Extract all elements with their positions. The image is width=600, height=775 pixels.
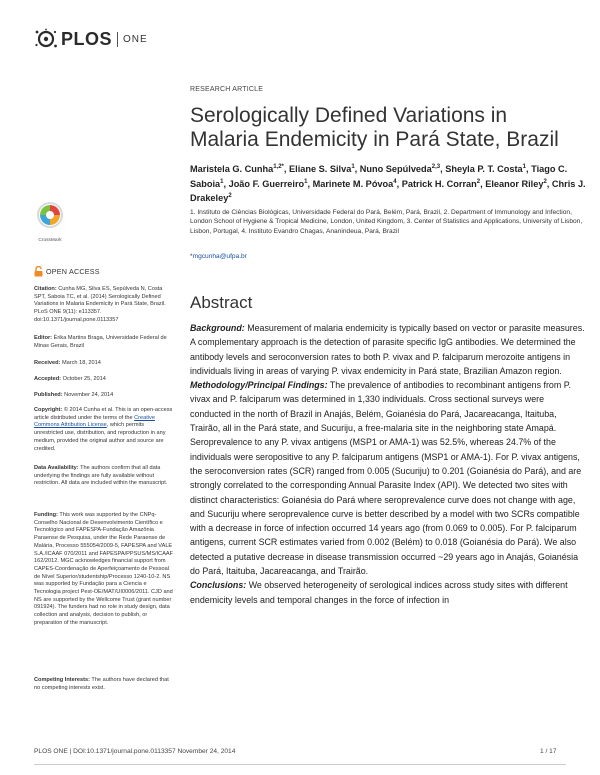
accepted-block (34, 376, 174, 384)
author-sup: 1 (220, 178, 224, 185)
logo-divider (117, 32, 118, 47)
editor-text: Érika Martins Braga, Universidade Federal de Minas Gerais, Brazil (34, 335, 167, 349)
conclusions-label: Conclusions: (190, 580, 247, 591)
published-date: November 24, 2014 (64, 392, 114, 398)
methods-text: The prevalence of antibodies to recombinant antigens from P. vivax and P. falciparum was determined in 1,330 individuals. Cross sectional surveys were conducted in the north of Brazil in Anajás, Belém, Goianésia do Pará, Jacareacanga, Itaituba, Trairão, all in the Pará state, and Sucuriju, a free-malaria site in the neighboring state Amapá. Seroprevalence to any P. vivax antigens (MSP1 or AMA-1) was 52.5%, whereas 24.7% of the individuals were seropositive to any P. falciparum antigens (MSP1 or AMA-1). For P. vivax antigens, the seroconversion rates (SCR) ranged from 0.005 (Sucuriju) to 0.201 (Goianésia do Pará), and are strongly correlated to the corresponding Annual Parasite Index (API). We detected two sites with distinct characteristics: Goianésia do Pará where seroprevalence curve does not change with age, and Sucuriju where seroprevalence curve is better described by a model with two SCRs compatible with a decrease in force of infection occurred 14 years ago (from 0.069 to 0.005). For P. falciparum antigens, current SCR estimates varied from 0.002 (Belém) to 0.018 (Goianésia do Pará). We also detected a putative decrease in disease transmission occurred ~29 years ago in Anajás, Goianésia do Pará, Itaituba, Jacareacanga, and Trairão. (190, 380, 582, 577)
author-sup: 1 (351, 164, 355, 170)
crossmark-icon (36, 202, 64, 232)
accepted-date: October 25, 2014 (62, 376, 106, 382)
plos-logo-icon (34, 28, 58, 50)
author-list: Maristela G. Cunha$^{1,2*}$, Eliane S. Silva$^1$, Nuno Sepúlveda$^{2,3}$, Sheyla P. T. Costa$^1$, Tiago C. Saboia$^1$, João F. Guerreiro$^1$, Marinete M. Póvoa$^4$, Patrick H. Corran$^2$, Eleanor Riley$^2$, Chris J. Drakeley$^2$ (190, 164, 586, 204)
email-star: * (190, 253, 193, 260)
abstract-body (190, 321, 585, 607)
author-name[interactable]: Nuno Sepúlveda (359, 164, 432, 175)
background-label: Background: (190, 323, 245, 333)
published-label: Published: (34, 392, 63, 398)
background-text: Measurement of malaria endemicity is typically based on vector or parasite measures. A complementary approach is the detection of parasite specific IgG antibodies. We determined the antibody levels and seroconversion rates to both P. vivax and P. falciparum merozoite antigens in individuals living in areas of varying P. vivax endemicity in Pará state, Brazilian Amazon region. (190, 323, 585, 376)
page-number: 1 / 17 (540, 748, 557, 755)
author-sup: 4 (393, 178, 397, 185)
affiliations: 1. Instituto de Ciências Biológicas, Universidade Federal do Pará, Belém, Pará, Brazil, 2. Department of Immunology and Infection, London School of Hygiene & Tropical Medicine, London, United Kingdom, 3. Center of Statistics and Applications, University of Lisbon, Lisbon, Portugal, 4. Instituto Evandro Chagas, Ananindeua, Pará, Brazil (190, 209, 583, 235)
email-link[interactable]: mgcunha@ufpa.br (192, 253, 247, 260)
copyright-text: © 2014 Cunha et al. This is an open-access article distributed under the terms of the (34, 407, 173, 421)
crossmark-label: CrossMark (38, 238, 62, 243)
competing-interests-block (34, 677, 174, 692)
received-label: Received: (34, 360, 61, 366)
author-name[interactable]: Eliane S. Silva (289, 164, 352, 175)
article-title: Serologically Defined Variations in Malaria Endemicity in Pará State, Brazil (190, 104, 559, 151)
competing-interests-label: Competing Interests: (34, 677, 90, 683)
accepted-label: Accepted: (34, 376, 62, 382)
data-availability-text: The authors confirm that all data underlying the findings are fully available without restriction. All data are included within the manuscript. (34, 465, 168, 487)
received-block (34, 360, 174, 368)
author-sup: 1 (522, 164, 527, 170)
copyright-label: Copyright: (34, 407, 63, 413)
funding-block (34, 512, 174, 628)
citation-block (34, 286, 174, 325)
citation-label: Citation: (34, 286, 57, 292)
author-name[interactable]: Eleanor Riley (485, 178, 544, 189)
author-name[interactable]: Sheyla P. T. Costa (445, 164, 523, 175)
editor-block (34, 335, 174, 350)
author-name[interactable]: Marinete M. Póvoa (312, 178, 394, 189)
article-type: RESEARCH ARTICLE (190, 86, 264, 93)
author-sup: 2 (476, 178, 481, 185)
author-sup: 2 (543, 178, 547, 185)
copyright-text-end: , which permits unrestricted use, distribution, and reproduction in any medium, provided the original author and source are credited. (34, 422, 166, 452)
copyright-block (34, 407, 174, 453)
plos-one-logo (34, 28, 148, 50)
open-access-badge (34, 266, 100, 277)
author-sup: 1 (304, 178, 308, 185)
open-access-label: OPEN ACCESS (46, 267, 100, 276)
corresponding-email[interactable] (190, 253, 247, 260)
author-name[interactable]: Tiago C. Saboia (190, 164, 568, 189)
competing-interests-text: The authors have declared that no competing interests exist. (34, 677, 169, 691)
author-sup: 2,3 (431, 164, 441, 170)
citation-text: Cunha MG, Silva ES, Sepúlveda N, Costa SPT, Saboia TC, et al. (2014) Serologically Defined Variations in Malaria Endemicity in Pará State, Brazil. PLoS ONE 9(11): e113357. doi:10.1371/journal.pone.0113357 (34, 286, 166, 323)
footer-divider (34, 764, 566, 765)
author-name[interactable]: Patrick H. Corran (401, 178, 477, 189)
author-name[interactable]: Maristela G. Cunha (190, 164, 274, 175)
author-name[interactable]: Chris J. Drakeley (190, 178, 586, 204)
abstract-heading: Abstract (190, 293, 253, 312)
funding-text: This work was supported by the CNPq-Conselho Nacional de Desenvolvimento Científico e Tecnológico and FAPESPA-Fundação Amazônia Paraense de Pesquisa, under the Rede Paraense de Malária, Processo 555054/2009-5, FAPESPA and VALE S.A./ICAAF 070/2011 and FAPESPA/PPSUS/MS/ICAAF 162/2012. MGC acknowledges financial support from CAPES-Coordenação de Aperfeiçoamento de Pessoal de Nível Superior/studentship/Processo 1240-10-2. NS was supported by Fundação para a Ciencia e Tecnologia project Pest-OE/MAT/UI0006/2011. CJD and NS are supported by the Wellcome Trust (grant number 091924). The funders had no role in study design, data collection and analysis, decision to publish, or preparation of the manuscript. (34, 512, 174, 626)
author-sup: 1,2* (273, 164, 284, 170)
received-date: March 18, 2014 (62, 360, 101, 366)
methods-label: Methodology/Principal Findings: (190, 380, 328, 391)
author-name[interactable]: João F. Guerreiro (228, 178, 305, 189)
logo-plos-text: PLOS (61, 28, 113, 49)
data-availability-label: Data Availability: (34, 465, 79, 471)
open-lock-icon (34, 266, 43, 277)
data-availability-block (34, 465, 174, 488)
funding-label: Funding: (34, 512, 58, 518)
footer-citation: PLOS ONE | DOI:10.1371/journal.pone.0113357 November 24, 2014 (34, 748, 236, 755)
published-block (34, 392, 174, 400)
author-sup: 2 (228, 193, 232, 200)
logo-journal-text: ONE (123, 33, 148, 45)
crossmark-badge[interactable] (36, 202, 64, 243)
conclusions-text: We observed heterogeneity of serological indices across study sites with different endemicity levels and temporal changes in the force of infection in (190, 580, 568, 605)
editor-label: Editor: (34, 335, 53, 341)
license-link[interactable]: Creative Commons Attribution License (34, 414, 155, 429)
